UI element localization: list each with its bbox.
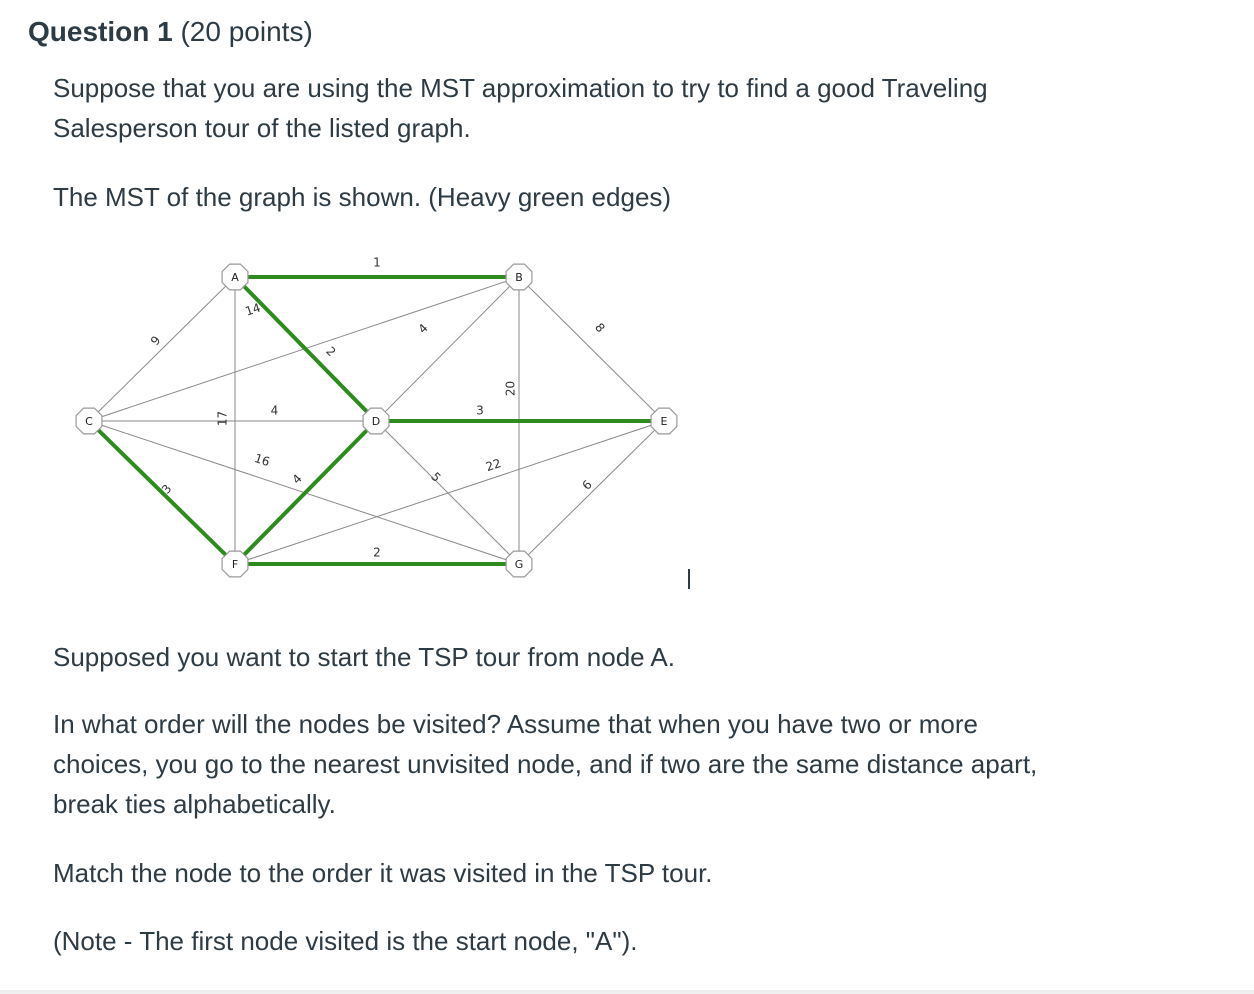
edge-b-d [376,277,519,421]
svg-text:D: D [371,415,381,428]
text-cursor [688,569,690,589]
graph-diagram [60,250,700,590]
node-f [222,551,248,577]
order-question-line-3: break ties alphabetically. [53,789,336,819]
match-instruction-text: Match the node to the order it was visited in the TSP tour. [53,858,713,888]
intro-paragraph [53,68,988,148]
svg-text:G: G [514,558,524,571]
first-node-note [53,921,637,961]
edge-weight-b-e: 8 [592,320,608,336]
edge-weight-d-f: 4 [289,471,305,487]
intro-line-2: Salesperson tour of the listed graph. [53,113,471,143]
edge-weight-d-e: 3 [476,403,484,418]
svg-text:C: C [85,415,93,428]
edge-weight-a-f: 17 [215,410,230,427]
order-question-line-1: In what order will the nodes be visited? Assume that when you have two or more [53,709,978,739]
edge-weight-e-f: 22 [483,456,503,475]
mst-note [53,177,671,217]
start-note-text: Supposed you want to start the TSP tour from node A. [53,642,675,672]
edge-d-g [376,421,519,564]
start-note [53,637,675,677]
edge-weight-b-d: 4 [415,320,431,337]
first-node-note-text: (Note - The first node visited is the start node, "A"). [53,926,638,956]
node-g [506,551,532,577]
edge-b-e [519,277,664,421]
intro-line-1: Suppose that you are using the MST approximation to try to find a good Traveling [53,73,988,103]
edge-weight-a-d: 2 [323,343,339,360]
order-question-line-2: choices, you go to the nearest unvisited node, and if two are the same distance apart, [53,749,1038,779]
edge-e-f [235,421,664,564]
svg-text:A: A [231,271,239,284]
edge-e-g [519,421,664,564]
edge-weight-b-c: 14 [243,300,263,319]
match-instruction [53,853,713,893]
edge-weight-a-b: 1 [373,255,381,270]
node-b [506,264,532,290]
node-e [651,408,677,434]
edge-weight-c-g: 16 [252,451,272,470]
edge-a-c [89,277,235,421]
mst-edge-d-f [235,421,376,564]
question-number: Question 1 [28,16,173,47]
node-a [222,264,248,290]
svg-text:E: E [660,415,668,428]
mst-edge-a-d [235,277,376,421]
svg-text:F: F [231,558,239,571]
node-d [363,408,389,434]
bottom-edge [0,990,1254,994]
edge-weight-c-f: 3 [158,481,175,497]
mst-edge-c-f [89,421,235,564]
order-question [53,704,1037,824]
question-points: (20 points) [180,16,313,47]
edge-weight-a-c: 9 [147,333,164,349]
question-title [28,14,313,50]
edge-weight-c-d: 4 [270,403,279,418]
node-c [76,408,102,434]
edge-weight-b-g: 20 [503,380,518,397]
mst-note-text: The MST of the graph is shown. (Heavy green edges) [53,182,672,212]
svg-text:B: B [515,271,523,284]
edge-weight-f-g: 2 [373,545,381,560]
edge-weight-e-g: 6 [579,477,595,493]
edge-weight-d-g: 5 [428,469,444,485]
